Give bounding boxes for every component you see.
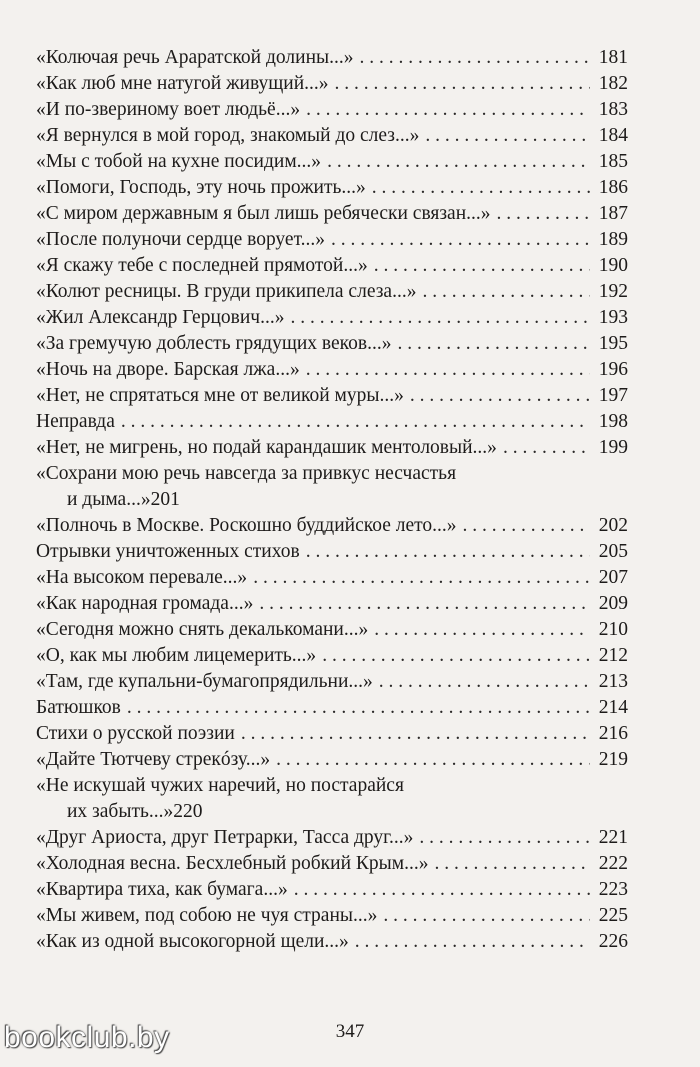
toc-entry-title: «Ночь на дворе. Барская лжа...» (36, 359, 300, 380)
toc-entry-page: 199 (598, 437, 628, 458)
dot-leader (359, 45, 590, 71)
dot-leader (335, 71, 590, 97)
toc-entry-title: «Квартира тиха, как бумага...» (36, 879, 288, 900)
toc-entry (36, 903, 628, 929)
toc-entry-page: 184 (598, 125, 628, 146)
toc-entry-page: 193 (598, 307, 628, 328)
dot-leader (419, 825, 590, 851)
toc-entry-title: «Колючая речь Араратской долины...» (36, 47, 354, 68)
toc-entry-title: «Жил Александр Герцович...» (36, 307, 285, 328)
toc-entry-title: «Друг Ариоста, друг Петрарки, Тасса друг...» (36, 827, 414, 848)
toc-entry-page: 210 (598, 619, 628, 640)
toc-entry (36, 227, 628, 253)
toc-entry-title: «Колют ресницы. В груди прикипела слеза...» (36, 281, 417, 302)
toc-entry-title: «После полуночи сердце ворует...» (36, 229, 326, 250)
toc-entry-title: Неправда (36, 411, 115, 432)
toc-entry (36, 565, 628, 591)
dot-leader (374, 253, 590, 279)
toc-entry (36, 409, 628, 435)
dot-leader (374, 617, 590, 643)
toc-entry-title: «Нет, не спрятаться мне от великой муры...» (36, 385, 404, 406)
dot-leader (290, 305, 590, 331)
toc-entry (36, 357, 628, 383)
toc-entry (36, 331, 628, 357)
toc-entry (36, 97, 628, 123)
dot-leader (434, 851, 590, 877)
toc-entry (36, 747, 628, 773)
toc-entry-title-line2-row (36, 487, 628, 513)
toc-entry (36, 123, 628, 149)
toc-entry-title: «Мы с тобой на кухне посидим...» (36, 151, 322, 172)
dot-leader (355, 929, 590, 955)
toc-entry-page: 186 (598, 177, 628, 198)
toc-entry-page: 185 (598, 151, 628, 172)
toc-entry-page: 209 (598, 593, 628, 614)
toc-entry-multiline (36, 773, 628, 825)
toc-entry (36, 435, 628, 461)
dot-leader (127, 695, 590, 721)
toc-entry-title: «Дайте Тютчеву стрекóзу...» (36, 749, 271, 770)
dot-leader (306, 357, 590, 383)
toc-entry-page: 212 (598, 645, 628, 666)
table-of-contents (36, 45, 628, 955)
toc-entry-page: 192 (598, 281, 628, 302)
toc-entry-title: «Полночь в Москве. Роскошно буддийское лето...» (36, 515, 457, 536)
toc-entry (36, 669, 628, 695)
toc-entry-title-line2: и дыма...» (67, 489, 151, 510)
toc-entry (36, 695, 628, 721)
toc-entry-title-line1: «Не искушай чужих наречий, но постарайся (36, 775, 404, 796)
dot-leader (241, 721, 590, 747)
toc-entry-title: «Там, где купальни-бумагопрядильни...» (36, 671, 373, 692)
toc-entry (36, 825, 628, 851)
toc-entry-title: «Нет, не мигрень, но подай карандашик ментоловый...» (36, 437, 497, 458)
toc-entry-page: 220 (173, 801, 203, 822)
toc-entry-title: «Как люб мне натугой живущий...» (36, 73, 329, 94)
toc-entry (36, 721, 628, 747)
dot-leader (327, 149, 590, 175)
toc-entry-title: «И по-звериному воет людьё...» (36, 99, 301, 120)
toc-entry-title: «Я вернулся в мой город, знакомый до слез...» (36, 125, 420, 146)
dot-leader (276, 747, 590, 773)
toc-entry (36, 851, 628, 877)
dot-leader (253, 565, 590, 591)
toc-entry-title: «О, как мы любим лицемерить...» (36, 645, 317, 666)
toc-entry-page: 225 (598, 905, 628, 926)
dot-leader (306, 539, 590, 565)
toc-entry (36, 383, 628, 409)
toc-entry-page: 195 (598, 333, 628, 354)
toc-entry-title: «За гремучую доблесть грядущих веков...» (36, 333, 392, 354)
toc-entry-title: «С миром державным я был лишь ребячески связан...» (36, 203, 491, 224)
toc-entry (36, 71, 628, 97)
toc-entry-page: 205 (598, 541, 628, 562)
toc-entry-page: 202 (598, 515, 628, 536)
dot-leader (372, 175, 590, 201)
toc-entry-page: 201 (150, 489, 180, 510)
toc-entry-page: 214 (598, 697, 628, 718)
toc-entry-page: 197 (598, 385, 628, 406)
toc-entry-multiline (36, 461, 628, 513)
toc-entry-page: 219 (598, 749, 628, 770)
toc-entry (36, 643, 628, 669)
toc-entry-title: «Мы живем, под собою не чуя страны...» (36, 905, 378, 926)
dot-leader (410, 383, 590, 409)
toc-entry-title: Отрывки уничтоженных стихов (36, 541, 300, 562)
toc-entry-title: «Как из одной высокогорной щели...» (36, 931, 349, 952)
toc-entry (36, 539, 628, 565)
toc-entry (36, 617, 628, 643)
toc-entry (36, 877, 628, 903)
dot-leader (331, 227, 590, 253)
toc-entry-title: «Холодная весна. Бесхлебный робкий Крым...» (36, 853, 429, 874)
toc-entry (36, 253, 628, 279)
toc-entry-page: 189 (598, 229, 628, 250)
toc-entry-title: «На высоком перевале...» (36, 567, 248, 588)
toc-entry-page: 222 (598, 853, 628, 874)
dot-leader (503, 435, 590, 461)
toc-entry-title-line2: их забыть...» (67, 801, 174, 822)
toc-entry-page: 223 (598, 879, 628, 900)
dot-leader (497, 201, 590, 227)
dot-leader (463, 513, 590, 539)
toc-entry-page: 190 (598, 255, 628, 276)
dot-leader (422, 279, 590, 305)
dot-leader (294, 877, 590, 903)
dot-leader (379, 669, 590, 695)
toc-entry-page: 181 (598, 47, 628, 68)
toc-entry-page: 226 (598, 931, 628, 952)
toc-entry-page: 207 (598, 567, 628, 588)
toc-entry (36, 149, 628, 175)
toc-entry-title: Батюшков (36, 697, 121, 718)
dot-leader (322, 643, 590, 669)
toc-entry-page: 213 (598, 671, 628, 692)
dot-leader (306, 97, 590, 123)
toc-entry-title: Стихи о русской поэзии (36, 723, 235, 744)
toc-entry-title: «Я скажу тебе с последней прямотой...» (36, 255, 368, 276)
toc-entry (36, 305, 628, 331)
toc-entry-title: «Как народная громада...» (36, 593, 254, 614)
dot-leader (398, 331, 591, 357)
dot-leader (259, 591, 590, 617)
toc-entry-page: 187 (598, 203, 628, 224)
toc-entry (36, 591, 628, 617)
toc-entry (36, 175, 628, 201)
toc-entry-title-line2-row (36, 799, 628, 825)
watermark-logo: bookclub.by (4, 1021, 170, 1054)
toc-entry-page: 196 (598, 359, 628, 380)
toc-entry-title: «Сегодня можно снять декалькомани...» (36, 619, 369, 640)
page-number: 347 (335, 1021, 365, 1042)
dot-leader (383, 903, 590, 929)
toc-entry (36, 279, 628, 305)
toc-entry (36, 513, 628, 539)
dot-leader (121, 409, 590, 435)
toc-entry-page: 198 (598, 411, 628, 432)
toc-entry-title: «Помоги, Господь, эту ночь прожить...» (36, 177, 366, 198)
toc-entry-page: 216 (598, 723, 628, 744)
toc-entry-page: 183 (598, 99, 628, 120)
toc-entry-page: 221 (598, 827, 628, 848)
toc-entry (36, 45, 628, 71)
toc-entry (36, 929, 628, 955)
toc-entry-page: 182 (598, 73, 628, 94)
toc-entry (36, 201, 628, 227)
dot-leader (425, 123, 590, 149)
toc-entry-title-line1: «Сохрани мою речь навсегда за привкус несчастья (36, 463, 457, 484)
